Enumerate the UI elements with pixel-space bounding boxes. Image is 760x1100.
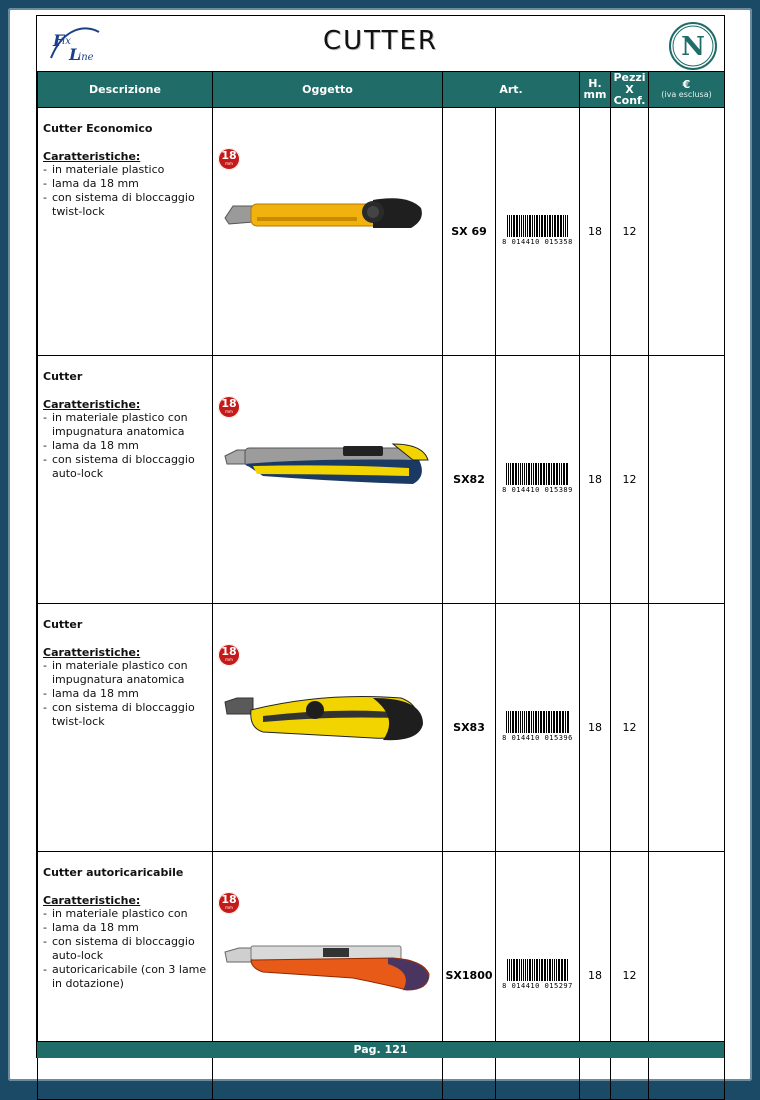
barcode-bar (568, 463, 569, 485)
product-name: Cutter Economico (43, 121, 153, 135)
product-row (38, 851, 725, 1099)
product-name: Cutter (43, 369, 83, 383)
product-description-cell (38, 851, 213, 1099)
table-header-row (38, 72, 725, 108)
badge-value: 18 (221, 892, 237, 906)
cutter-image-icon (223, 188, 433, 251)
product-description-cell (38, 107, 213, 355)
barcode-icon (502, 215, 573, 246)
product-description-cell (38, 355, 213, 603)
badge-unit: mm (225, 904, 233, 910)
page-footer (37, 1041, 724, 1058)
product-code: SX83 (453, 720, 485, 734)
svg-text:ine: ine (78, 52, 94, 63)
feature-item: - in materiale plastico con (43, 907, 207, 921)
feature-item: - in materiale plastico con impugnatura anatomica (43, 659, 207, 687)
height-mm-cell (580, 851, 611, 1099)
height-mm-value: 18 (588, 720, 602, 734)
product-name: Cutter (43, 617, 83, 631)
product-image-cell (213, 851, 443, 1099)
feature-item: - con sistema di bloccaggio auto-lock (43, 453, 207, 481)
product-code: SX1800 (445, 968, 493, 982)
height-mm-cell (580, 107, 611, 355)
product-code: SX 69 (451, 224, 487, 238)
feature-item: - in materiale plastico con impugnatura anatomica (43, 411, 207, 439)
cutter-image-icon (223, 932, 433, 1005)
barcode-number: 8 014410 015396 (502, 734, 573, 743)
feature-item: - lama da 18 mm (43, 687, 207, 701)
height-mm-value: 18 (588, 224, 602, 238)
brand-n-logo-icon (668, 21, 718, 71)
product-name: Cutter autoricaricabile (43, 865, 184, 879)
feature-list (43, 659, 207, 729)
feature-list (43, 163, 207, 219)
col-h-top: H. (588, 76, 602, 90)
badge-value: 18 (221, 644, 237, 658)
page-title: CUTTER (323, 26, 438, 56)
pieces-per-pack-cell (611, 355, 649, 603)
barcode-cell (496, 107, 580, 355)
height-mm-cell (580, 355, 611, 603)
svg-text:N: N (681, 32, 705, 62)
svg-text:ix: ix (62, 36, 71, 47)
height-mm-value: 18 (588, 968, 602, 982)
feature-list (43, 411, 207, 481)
price-cell (649, 603, 725, 851)
badge-unit: mm (225, 408, 233, 414)
price-cell (649, 355, 725, 603)
barcode-bars (502, 215, 573, 237)
height-mm-value: 18 (588, 472, 602, 486)
product-row (38, 107, 725, 355)
catalog-page (36, 15, 725, 1058)
col-oggetto: Oggetto (213, 72, 443, 108)
price-cell (649, 851, 725, 1099)
col-h-bottom: mm (583, 88, 607, 102)
page-number: Pag. 121 (353, 1043, 408, 1056)
blade-18mm-badge-icon (218, 148, 240, 170)
title-bar (37, 16, 724, 71)
blade-18mm-badge-icon (218, 892, 240, 914)
col-euro (649, 72, 725, 108)
pieces-value: 12 (622, 472, 637, 486)
barcode-cell (496, 355, 580, 603)
product-image-cell (213, 603, 443, 851)
pieces-value: 12 (622, 720, 637, 734)
feature-item: - in materiale plastico (43, 163, 207, 177)
badge-value: 18 (221, 148, 237, 162)
cutter-image-icon (223, 684, 433, 757)
feature-item: - lama da 18 mm (43, 177, 207, 191)
height-mm-cell (580, 603, 611, 851)
barcode-icon (502, 959, 573, 990)
col-euro-symbol: € (682, 78, 691, 92)
features-title: Caratteristiche: (43, 645, 141, 659)
features-title: Caratteristiche: (43, 149, 141, 163)
product-description-cell (38, 603, 213, 851)
feature-item: - lama da 18 mm (43, 921, 207, 935)
badge-unit: mm (225, 160, 233, 166)
barcode-bar (569, 711, 570, 733)
product-code: SX82 (453, 472, 485, 486)
col-descrizione: Descrizione (38, 72, 213, 108)
barcode-number: 8 014410 015358 (502, 238, 573, 247)
product-image-cell (213, 107, 443, 355)
feature-list (43, 907, 207, 991)
badge-unit: mm (225, 656, 233, 662)
col-art: Art. (443, 72, 580, 108)
features-title: Caratteristiche: (43, 397, 141, 411)
barcode-bars (502, 959, 573, 981)
col-h-mm (580, 72, 611, 108)
barcode-number: 8 014410 015389 (502, 486, 573, 495)
feature-item: - autoricaricabile (con 3 lame in dotazione) (43, 963, 207, 991)
col-pezzi (611, 72, 649, 108)
feature-item: - con sistema di bloccaggio auto-lock (43, 935, 207, 963)
product-table (37, 71, 725, 1100)
barcode-number: 8 014410 015297 (502, 982, 573, 991)
price-cell (649, 107, 725, 355)
col-euro-sub: (iva esclusa) (661, 89, 712, 99)
svg-text:L: L (69, 45, 81, 64)
pieces-per-pack-cell (611, 107, 649, 355)
barcode-cell (496, 851, 580, 1099)
barcode-bars (502, 463, 573, 485)
svg-text:F: F (53, 31, 65, 50)
badge-value: 18 (221, 396, 237, 410)
blade-18mm-badge-icon (218, 644, 240, 666)
product-image-cell (213, 355, 443, 603)
col-pezzi-3: Conf. (613, 94, 646, 108)
barcode-bar (568, 959, 569, 981)
product-row (38, 355, 725, 603)
product-code-cell (443, 355, 496, 603)
product-code-cell (443, 603, 496, 851)
pieces-value: 12 (622, 224, 637, 238)
barcode-bar (568, 215, 569, 237)
col-pezzi-2: X (625, 82, 634, 96)
feature-item: - con sistema di bloccaggio twist-lock (43, 701, 207, 729)
cutter-image-icon (223, 436, 433, 499)
barcode-icon (502, 463, 573, 494)
feature-item: - con sistema di bloccaggio twist-lock (43, 191, 207, 219)
barcode-bars (502, 711, 573, 733)
product-code-cell (443, 851, 496, 1099)
features-title: Caratteristiche: (43, 893, 141, 907)
blade-18mm-badge-icon (218, 396, 240, 418)
pieces-per-pack-cell (611, 603, 649, 851)
product-row (38, 603, 725, 851)
barcode-cell (496, 603, 580, 851)
pieces-per-pack-cell (611, 851, 649, 1099)
feature-item: - lama da 18 mm (43, 439, 207, 453)
product-code-cell (443, 107, 496, 355)
pieces-value: 12 (622, 968, 637, 982)
barcode-icon (502, 711, 573, 742)
col-pezzi-1: Pezzi (613, 71, 646, 84)
